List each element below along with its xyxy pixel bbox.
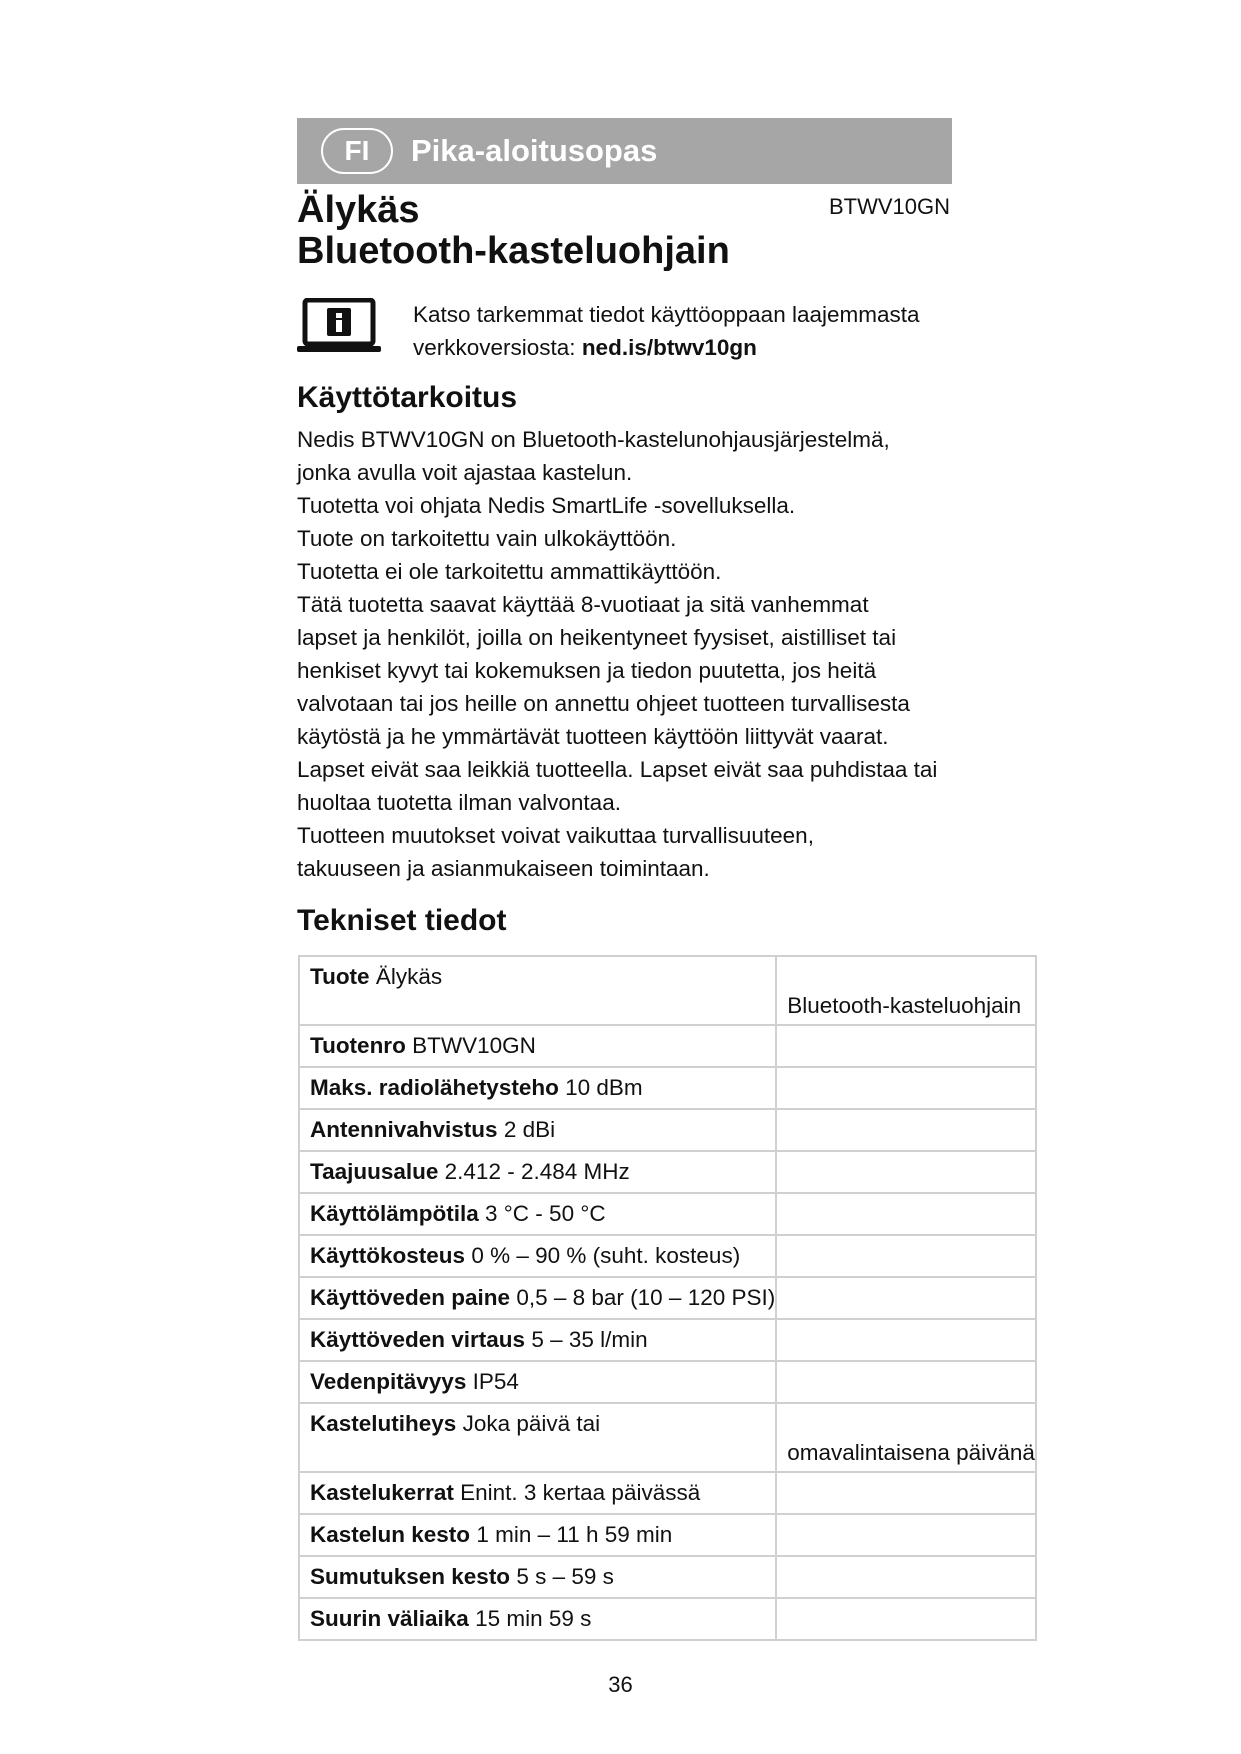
spec-row xyxy=(299,1151,1036,1193)
spec-row xyxy=(299,1025,1036,1067)
spec-cell-extra xyxy=(776,1277,1036,1319)
spec-label: Maks. radiolähetysteho xyxy=(310,1075,559,1100)
spec-cell-main xyxy=(299,956,776,1025)
info-line1: Katso tarkemmat tiedot käyttöoppaan laajemmasta xyxy=(413,302,920,327)
spec-cell-extra xyxy=(776,1193,1036,1235)
intended-use-line: Tuotetta voi ohjata Nedis SmartLife -sovelluksella. xyxy=(297,493,796,518)
model-number: BTWV10GN xyxy=(828,194,950,219)
intended-use-line: jonka avulla voit ajastaa kastelun. xyxy=(297,460,633,485)
spec-value: 3 °C - 50 °C xyxy=(485,1201,606,1226)
product-title xyxy=(297,190,730,272)
spec-cell-main xyxy=(299,1193,776,1235)
specs-heading: Tekniset tiedot xyxy=(297,904,507,937)
spec-cell-extra xyxy=(776,1109,1036,1151)
spec-label: Taajuusalue xyxy=(310,1159,439,1184)
spec-cell-main xyxy=(299,1277,776,1319)
intended-use-line: lapset ja henkilöt, joilla on heikentyneet fyysiset, aistilliset tai xyxy=(297,625,897,650)
spec-value: 5 s – 59 s xyxy=(516,1564,614,1589)
spec-cell-main xyxy=(299,1109,776,1151)
intended-use-line: huoltaa tuotetta ilman valvontaa. xyxy=(297,790,621,815)
spec-cell-main xyxy=(299,1151,776,1193)
spec-label: Kastelutiheys xyxy=(310,1411,457,1436)
online-manual-note xyxy=(413,298,953,364)
spec-value: Joka päivä tai xyxy=(462,1411,601,1436)
spec-label: Vedenpitävyys xyxy=(310,1369,467,1394)
spec-value: Älykäs xyxy=(375,964,443,989)
intended-use-line: valvotaan tai jos heille on annettu ohjeet tuotteen turvallisesta xyxy=(297,691,910,716)
spec-cell-extra xyxy=(776,1319,1036,1361)
spec-value: 2.412 - 2.484 MHz xyxy=(444,1159,630,1184)
spec-row xyxy=(299,1598,1036,1640)
spec-value: 15 min 59 s xyxy=(475,1606,592,1631)
intended-use-line: Nedis BTWV10GN on Bluetooth-kastelunohjausjärjestelmä, xyxy=(297,427,890,452)
spec-cell-extra xyxy=(776,1514,1036,1556)
intended-use-line: Tuotetta ei ole tarkoitettu ammattikäyttöön. xyxy=(297,559,722,584)
intended-use-heading: Käyttötarkoitus xyxy=(297,381,518,414)
spec-cell-main xyxy=(299,1025,776,1067)
spec-label: Sumutuksen kesto xyxy=(310,1564,511,1589)
spec-value: 0,5 – 8 bar (10 – 120 PSI) xyxy=(516,1285,776,1310)
info-line2-prefix: verkkoversiosta: xyxy=(413,335,582,360)
intended-use-text xyxy=(297,423,957,885)
spec-label: Käyttöveden paine xyxy=(310,1285,511,1310)
spec-value: BTWV10GN xyxy=(412,1033,536,1058)
spec-row xyxy=(299,1067,1036,1109)
guide-title: Pika-aloitusopas xyxy=(411,133,658,168)
spec-cell-extra xyxy=(776,1025,1036,1067)
spec-value: 2 dBi xyxy=(503,1117,556,1142)
intended-use-line: Lapset eivät saa leikkiä tuotteella. Lapset eivät saa puhdistaa tai xyxy=(297,757,938,782)
spec-cell-extra xyxy=(776,1151,1036,1193)
spec-cell-extra xyxy=(776,1403,1036,1472)
spec-value: 1 min – 11 h 59 min xyxy=(476,1522,673,1547)
spec-value: 0 % – 90 % (suht. kosteus) xyxy=(471,1243,741,1268)
spec-row xyxy=(299,1472,1036,1514)
spec-row xyxy=(299,956,1036,1025)
spec-cell-extra xyxy=(776,1235,1036,1277)
spec-cell-extra xyxy=(776,1472,1036,1514)
spec-row xyxy=(299,1193,1036,1235)
intended-use-line: Tätä tuotetta saavat käyttää 8-vuotiaat ja sitä vanhemmat xyxy=(297,592,869,617)
spec-row xyxy=(299,1277,1036,1319)
intended-use-line: takuuseen ja asianmukaiseen toimintaan. xyxy=(297,856,710,881)
spec-cell-extra xyxy=(776,1598,1036,1640)
spec-cell-main xyxy=(299,1235,776,1277)
spec-label: Käyttölämpötila xyxy=(310,1201,479,1226)
spec-value-continued: Bluetooth-kasteluohjain xyxy=(787,993,1022,1018)
spec-label: Käyttöveden virtaus xyxy=(310,1327,526,1352)
spec-row xyxy=(299,1361,1036,1403)
intended-use-line: henkiset kyvyt tai kokemuksen ja tiedon puutetta, jos heitä xyxy=(297,658,877,683)
header-banner xyxy=(297,118,952,184)
page-number: 36 xyxy=(608,1672,633,1697)
language-badge: FI xyxy=(321,128,393,174)
spec-cell-main xyxy=(299,1361,776,1403)
intended-use-line: Tuotteen muutokset voivat vaikuttaa turvallisuuteen, xyxy=(297,823,814,848)
spec-cell-main xyxy=(299,1319,776,1361)
spec-cell-extra xyxy=(776,956,1036,1025)
product-title-line1: Älykäs xyxy=(297,189,420,231)
spec-label: Käyttökosteus xyxy=(310,1243,466,1268)
spec-label: Kastelun kesto xyxy=(310,1522,471,1547)
spec-value: 5 – 35 l/min xyxy=(531,1327,648,1352)
intended-use-line: käytöstä ja he ymmärtävät tuotteen käyttöön liittyvät vaarat. xyxy=(297,724,889,749)
info-line2 xyxy=(413,331,953,364)
manual-link[interactable]: ned.is/btwv10gn xyxy=(581,335,757,360)
spec-cell-main xyxy=(299,1403,776,1472)
spec-cell-main xyxy=(299,1598,776,1640)
spec-cell-main xyxy=(299,1067,776,1109)
spec-row xyxy=(299,1514,1036,1556)
spec-row xyxy=(299,1109,1036,1151)
spec-value: 10 dBm xyxy=(565,1075,643,1100)
product-title-line2: Bluetooth-kasteluohjain xyxy=(297,230,730,272)
spec-row xyxy=(299,1319,1036,1361)
spec-label: Tuotenro xyxy=(310,1033,406,1058)
spec-row xyxy=(299,1235,1036,1277)
spec-value: IP54 xyxy=(472,1369,519,1394)
spec-label: Tuote xyxy=(310,964,370,989)
spec-cell-main xyxy=(299,1556,776,1598)
spec-label: Suurin väliaika xyxy=(310,1606,469,1631)
spec-value-continued: omavalintaisena päivänä xyxy=(787,1440,1035,1465)
spec-label: Kastelukerrat xyxy=(310,1480,454,1505)
spec-cell-extra xyxy=(776,1361,1036,1403)
laptop-info-icon xyxy=(297,298,381,356)
spec-value: Enint. 3 kertaa päivässä xyxy=(460,1480,701,1505)
spec-label: Antennivahvistus xyxy=(310,1117,498,1142)
spec-row xyxy=(299,1556,1036,1598)
spec-cell-extra xyxy=(776,1067,1036,1109)
intended-use-line: Tuote on tarkoitettu vain ulkokäyttöön. xyxy=(297,526,677,551)
spec-row xyxy=(299,1403,1036,1472)
spec-table xyxy=(298,955,1037,1641)
spec-cell-main xyxy=(299,1514,776,1556)
spec-cell-main xyxy=(299,1472,776,1514)
spec-cell-extra xyxy=(776,1556,1036,1598)
